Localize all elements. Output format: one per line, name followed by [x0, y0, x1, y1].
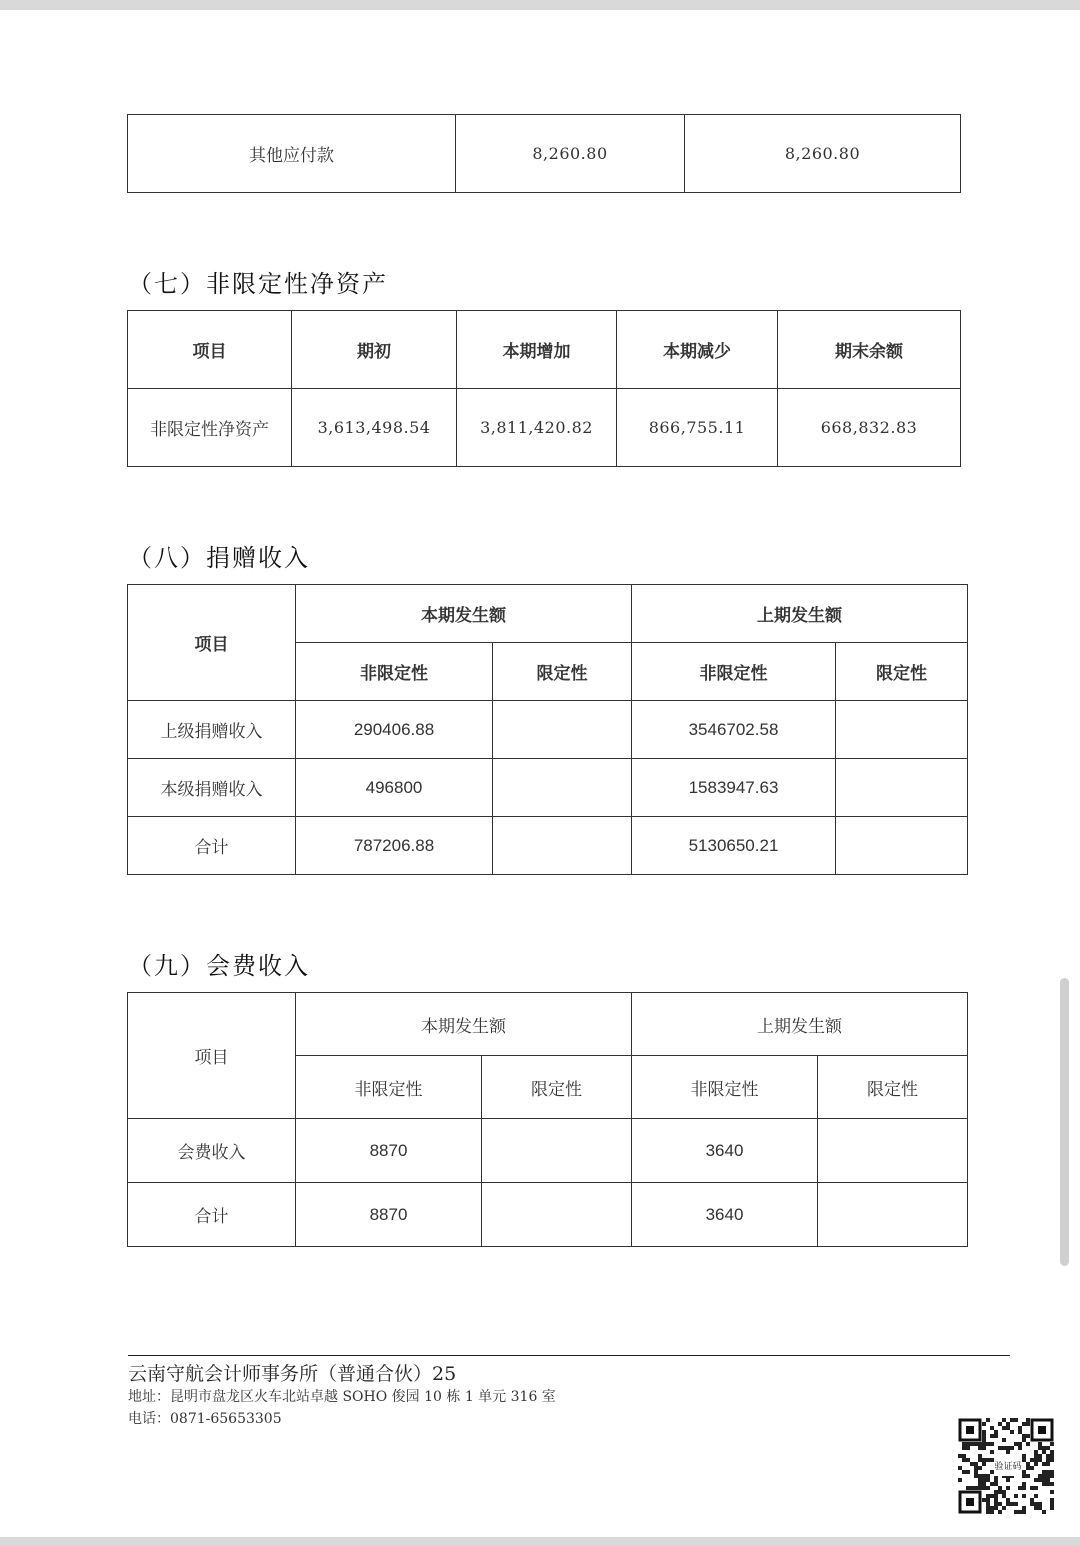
- column-header: 期末余额: [778, 311, 961, 389]
- unrestricted-net-assets-table: [127, 310, 961, 467]
- viewer-top-bar: [0, 0, 1080, 10]
- table-header-row: [128, 311, 961, 389]
- firm-name: 云南守航会计师事务所（普通合伙）25: [128, 1363, 457, 1385]
- section-heading: （九）会费收入: [128, 952, 310, 980]
- table-row: [128, 759, 968, 817]
- table-cell: 8,260.80: [456, 115, 685, 193]
- table-cell: [836, 759, 968, 817]
- donation-income-table: [127, 584, 968, 875]
- table-cell: [493, 701, 632, 759]
- column-header: 本期增加: [457, 311, 617, 389]
- table-row: [128, 1119, 968, 1183]
- table-cell: 290406.88: [296, 701, 493, 759]
- table-cell: [493, 759, 632, 817]
- column-header: 项目: [128, 585, 296, 701]
- table-header-row: [128, 993, 968, 1056]
- qr-code-icon: [958, 1418, 1054, 1514]
- table-cell: 非限定性净资产: [128, 389, 292, 467]
- table-cell: 1583947.63: [632, 759, 836, 817]
- table-cell: 8,260.80: [685, 115, 961, 193]
- membership-fee-income-table: [127, 992, 968, 1247]
- table-header-row: [128, 585, 968, 643]
- column-header: 本期发生额: [296, 993, 632, 1056]
- table-cell: 8870: [296, 1183, 482, 1247]
- column-header: 非限定性: [632, 1056, 818, 1119]
- column-header: 项目: [128, 311, 292, 389]
- section-heading: （七）非限定性净资产: [128, 270, 388, 298]
- table-cell: [836, 817, 968, 875]
- column-header: 项目: [128, 993, 296, 1119]
- table-cell: [482, 1183, 632, 1247]
- footer-divider: [128, 1355, 1010, 1356]
- column-header: 上期发生额: [632, 993, 968, 1056]
- column-header: 限定性: [818, 1056, 968, 1119]
- section-heading: （八）捐赠收入: [128, 544, 310, 572]
- column-header: 本期发生额: [296, 585, 632, 643]
- column-header: 非限定性: [296, 643, 493, 701]
- column-header: 限定性: [482, 1056, 632, 1119]
- other-payables-table: [127, 114, 961, 193]
- table-cell: 496800: [296, 759, 493, 817]
- scrollbar-thumb[interactable]: [1060, 978, 1069, 1266]
- table-cell: 本级捐赠收入: [128, 759, 296, 817]
- firm-address: 地址：昆明市盘龙区火车北站卓越 SOHO 俊园 10 栋 1 单元 316 室: [128, 1389, 556, 1405]
- table-cell: 合计: [128, 1183, 296, 1247]
- column-header: 限定性: [836, 643, 968, 701]
- table-cell: 5130650.21: [632, 817, 836, 875]
- table-cell: 3640: [632, 1119, 818, 1183]
- column-header: 上期发生额: [632, 585, 968, 643]
- table-cell: [836, 701, 968, 759]
- table-row: [128, 389, 961, 467]
- table-cell: 3,811,420.82: [457, 389, 617, 467]
- column-header: 非限定性: [296, 1056, 482, 1119]
- table-row: [128, 115, 961, 193]
- table-row: [128, 701, 968, 759]
- table-cell: 上级捐赠收入: [128, 701, 296, 759]
- table-cell: 3640: [632, 1183, 818, 1247]
- table-row: [128, 1183, 968, 1247]
- table-cell: 合计: [128, 817, 296, 875]
- table-cell: [818, 1119, 968, 1183]
- table-cell: 8870: [296, 1119, 482, 1183]
- table-cell: 会费收入: [128, 1119, 296, 1183]
- table-cell: [493, 817, 632, 875]
- column-header: 限定性: [493, 643, 632, 701]
- viewer-bottom-bar: [0, 1537, 1080, 1546]
- table-cell: 866,755.11: [617, 389, 778, 467]
- table-cell: 787206.88: [296, 817, 493, 875]
- table-cell: 其他应付款: [128, 115, 456, 193]
- column-header: 本期减少: [617, 311, 778, 389]
- column-header: 期初: [292, 311, 457, 389]
- table-cell: 3,613,498.54: [292, 389, 457, 467]
- table-row: [128, 817, 968, 875]
- table-cell: [482, 1119, 632, 1183]
- table-cell: 668,832.83: [778, 389, 961, 467]
- column-header: 非限定性: [632, 643, 836, 701]
- qr-label: 验证码: [994, 1462, 1022, 1472]
- table-cell: [818, 1183, 968, 1247]
- table-cell: 3546702.58: [632, 701, 836, 759]
- firm-phone: 电话：0871-65653305: [128, 1411, 282, 1427]
